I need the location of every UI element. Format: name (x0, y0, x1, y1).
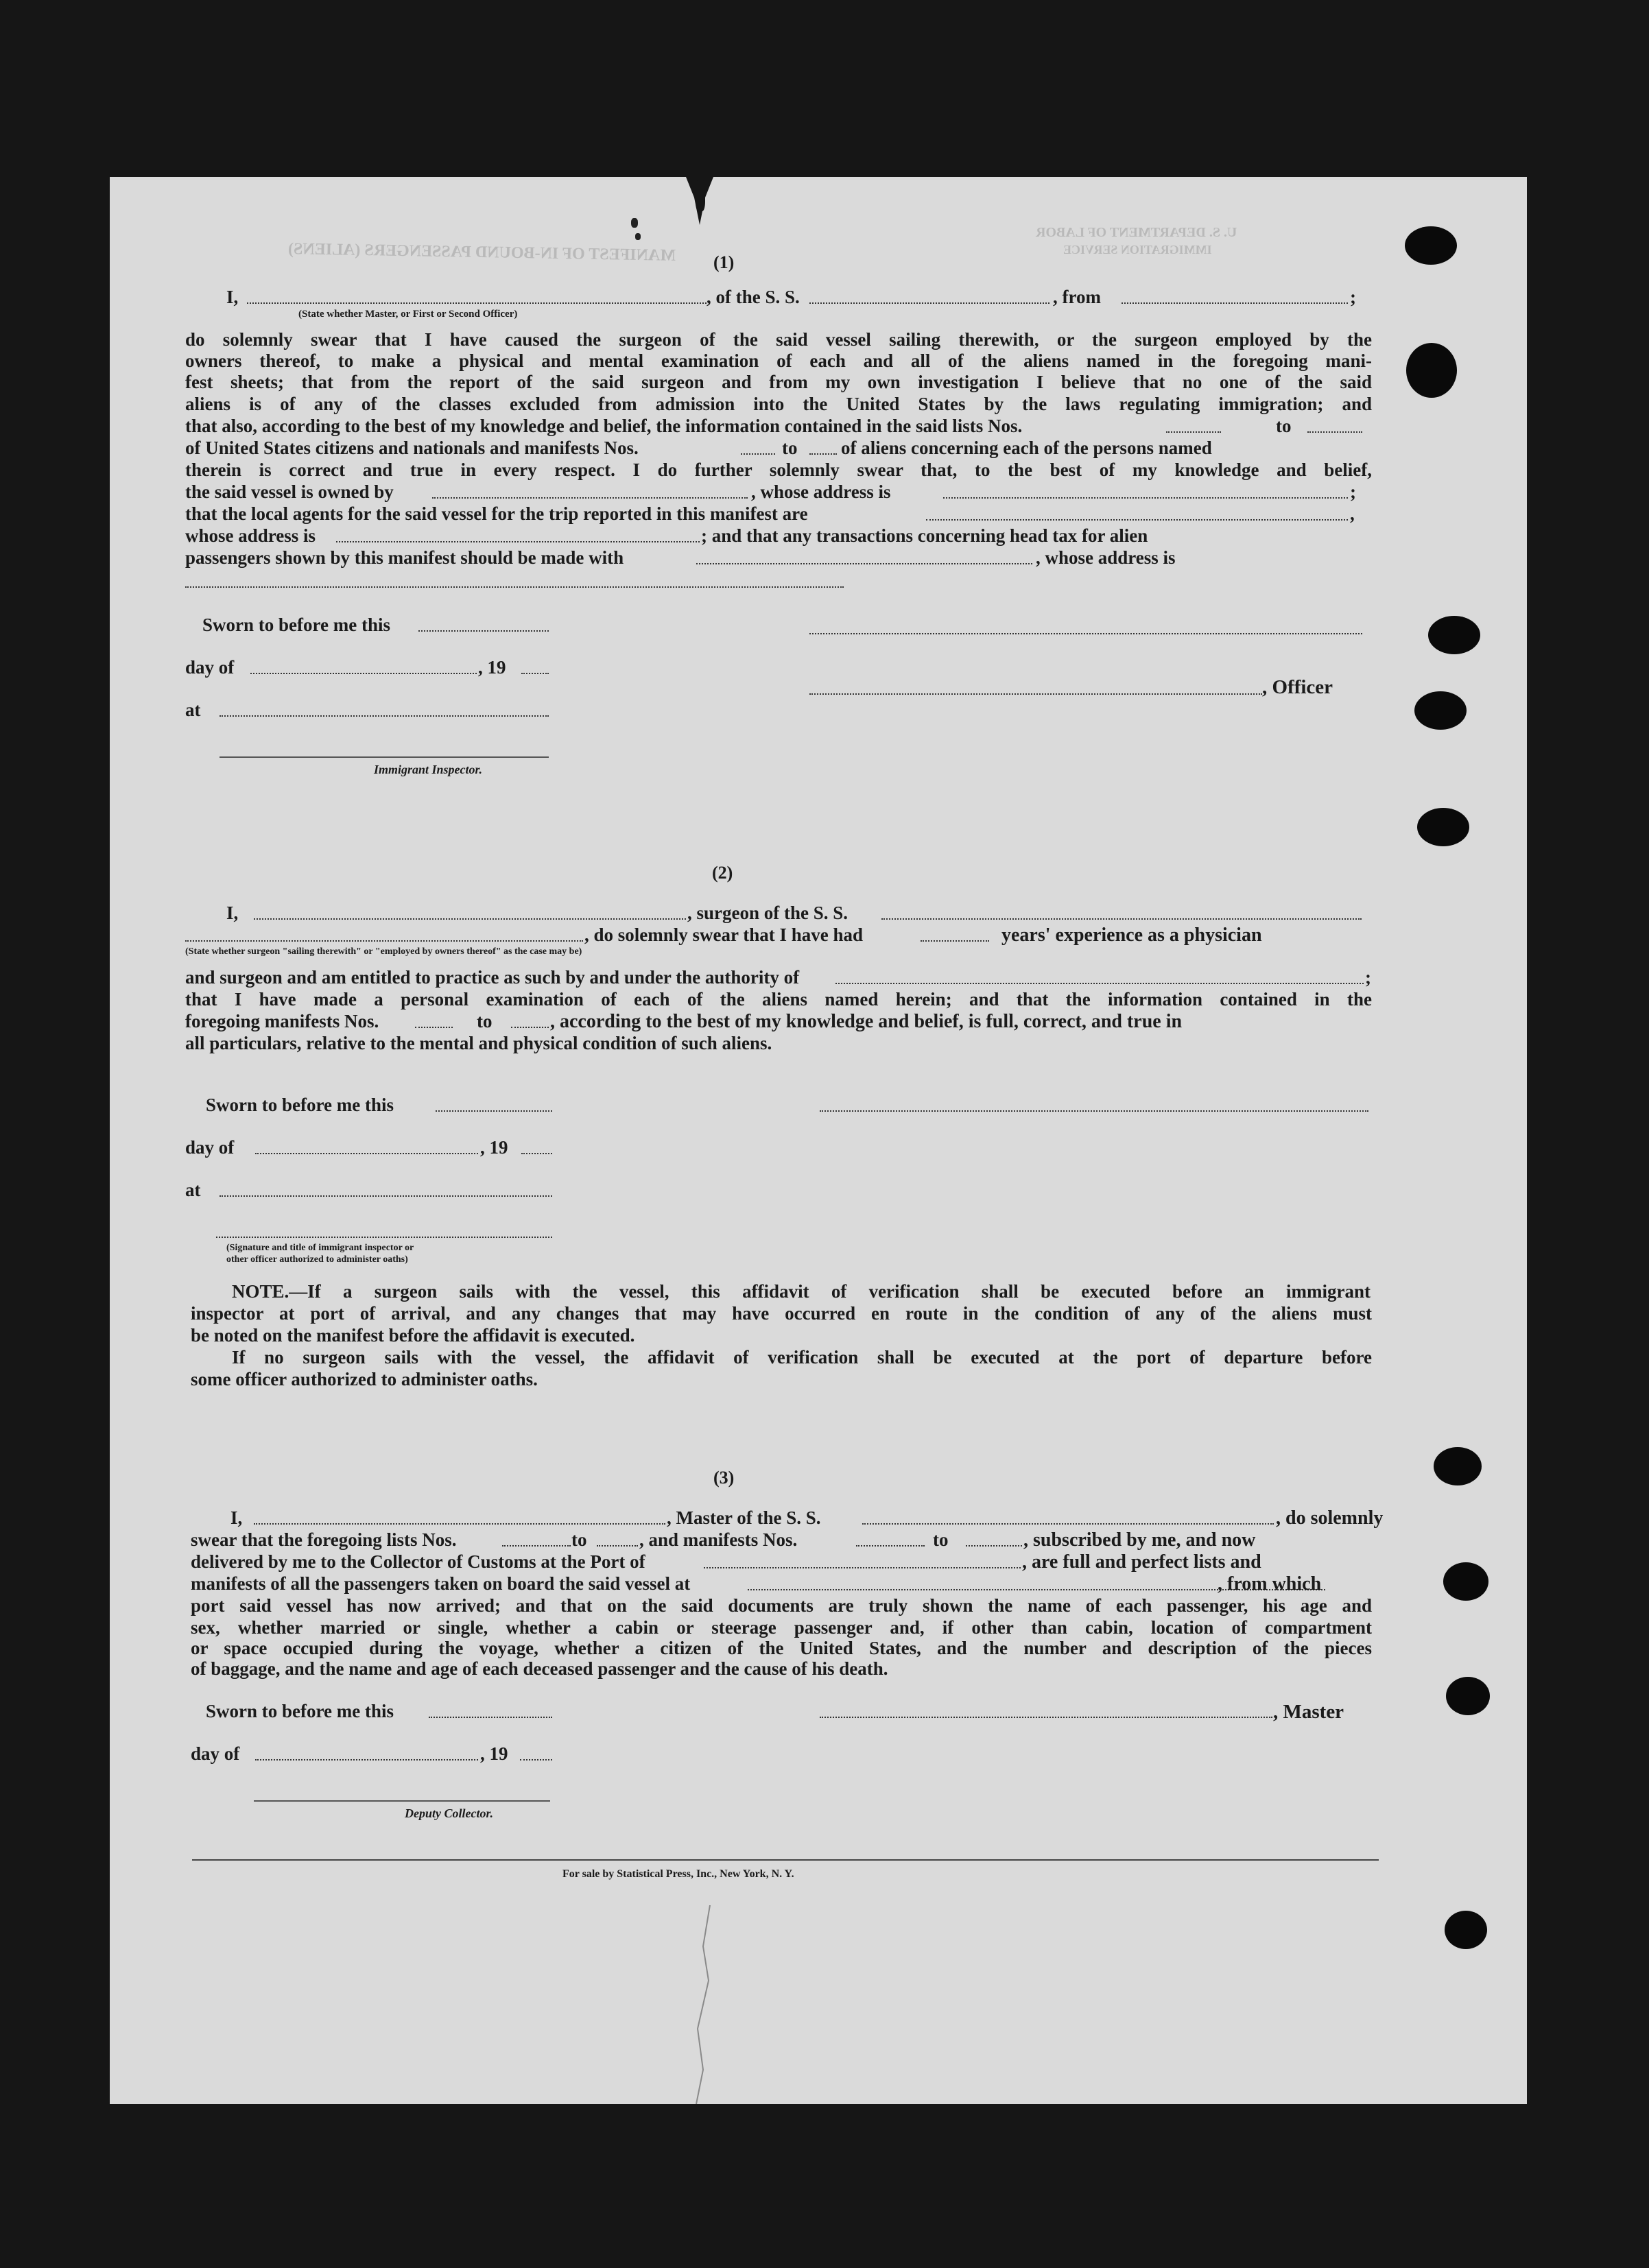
s2-year-field[interactable] (521, 1152, 552, 1154)
s1-line1-i: I, (226, 287, 239, 307)
s3-dayof-label: day of (191, 1743, 240, 1764)
s2-line2-swear: , do solemnly swear that I have had (584, 924, 864, 945)
s1-line9-end: ; (1350, 481, 1356, 502)
s2-vessel-field[interactable] (881, 918, 1362, 920)
footer-imprint: For sale by Statistical Press, Inc., New York, N. Y. (562, 1868, 794, 1880)
s2-sworn-field[interactable] (436, 1110, 552, 1112)
s1-line9-address: , whose address is (751, 481, 891, 502)
s3-line2-to: to (571, 1529, 587, 1550)
s1-line1-from: , from (1053, 287, 1101, 307)
s1-lists-to-field[interactable] (1307, 431, 1362, 433)
s3-lists-to-field[interactable] (597, 1544, 638, 1547)
punch-hole (1406, 343, 1457, 398)
s2-sworn-label: Sworn to before me this (206, 1095, 394, 1115)
s1-agents-field[interactable] (926, 518, 1348, 521)
punch-hole (1405, 226, 1457, 265)
s2-note2-line-1: If no surgeon sails with the vessel, the affidavit of verification shall be executed at the port of departure before (232, 1347, 1372, 1368)
s1-manifests-from-field[interactable] (741, 453, 775, 455)
s2-note-line-3: be noted on the manifest before the affidavit is executed. (191, 1325, 635, 1346)
s1-manifests-to-field[interactable] (809, 453, 837, 455)
s3-master-label: , Master (1273, 1701, 1344, 1723)
s1-year-label: , 19 (478, 657, 506, 678)
s2-years-field[interactable] (921, 940, 989, 942)
s3-line2-lists: swear that the foregoing lists Nos. (191, 1529, 457, 1550)
s1-inspector-label: Immigrant Inspector. (374, 763, 483, 776)
s1-body-line-1: do solemnly swear that I have caused the surgeon of the said vessel sailing therewith, or the surgeon employed by the (185, 329, 1372, 350)
s2-note-line-2: inspector at port of arrival, and any changes that may have occurred en route in the condition of any of the aliens must (191, 1303, 1372, 1324)
s3-line2-to2: to (933, 1529, 949, 1550)
s1-headtax-address-field[interactable] (185, 586, 844, 588)
footer-rule (192, 1859, 1379, 1861)
s3-year-field[interactable] (520, 1758, 552, 1760)
s1-line6-text: that also, according to the best of my knowledge and belief, the information contained in the said lists Nos. (185, 416, 1023, 436)
s1-lists-from-field[interactable] (1166, 431, 1221, 433)
punch-hole (1443, 1562, 1488, 1601)
s3-body-line-6: sex, whether married or single, whether a cabin or steerage passenger and, if other than cabin, location of compartment (191, 1617, 1372, 1638)
s2-signature-hint-2: other officer authorized to administer oaths) (226, 1254, 408, 1265)
s2-signature-line[interactable] (216, 1236, 552, 1238)
s1-dayof-label: day of (185, 657, 235, 678)
s3-port-field[interactable] (704, 1566, 1021, 1568)
s1-officer-rank-field[interactable] (247, 302, 707, 304)
punch-hole (1445, 1911, 1487, 1949)
page-stamp-number: 685 (1443, 2022, 1473, 2068)
paper-tear (683, 1905, 724, 2104)
section-3-number: (3) (713, 1468, 735, 1488)
s2-day-field[interactable] (255, 1152, 478, 1154)
ink-spot (631, 218, 638, 228)
s1-body-line-2: owners thereof, to make a physical and mental examination of each and all of the aliens named in the foregoing mani- (185, 350, 1372, 371)
punch-hole (1434, 1447, 1482, 1485)
s2-manifests-from-field[interactable] (415, 1026, 453, 1028)
s1-line10-end: , (1350, 503, 1355, 524)
s1-agents-address-field[interactable] (336, 540, 700, 542)
s1-headtax-field[interactable] (696, 562, 1032, 564)
s1-line10-agents: that the local agents for the said vessel for the trip reported in this manifest are (185, 503, 808, 524)
s3-day-field[interactable] (255, 1758, 478, 1760)
s2-status-hint: (State whether surgeon "sailing therewith" or "employed by owners thereof" as the case may be) (185, 946, 582, 957)
s2-line2-physician: years' experience as a physician (1001, 924, 1262, 946)
punch-hole (1446, 1677, 1490, 1715)
s1-officer-label: , Officer (1262, 676, 1333, 698)
section-2-number: (2) (712, 863, 733, 883)
s1-year-field[interactable] (521, 672, 549, 674)
s2-at-field[interactable] (220, 1195, 552, 1197)
s1-vessel-field[interactable] (809, 302, 1049, 304)
s1-line6-to: to (1276, 416, 1292, 436)
s1-body-line-3: fest sheets; that from the report of the said surgeon and from my own investigation I believe that no one of the said (185, 372, 1372, 392)
s1-body-line-4: aliens is of any of the classes excluded from admission into the United States by the laws regulating immigration; and (185, 394, 1372, 414)
s1-line11-address: whose address is (185, 525, 316, 546)
punch-hole (1414, 691, 1467, 730)
s2-year-label: , 19 (480, 1137, 508, 1158)
s3-line4-manifests: manifests of all the passengers taken on board the said vessel at (191, 1573, 691, 1594)
s1-owner-field[interactable] (432, 497, 748, 499)
s2-signature-hint-1: (Signature and title of immigrant inspector or (226, 1243, 414, 1253)
bleed-through-office: U. S. DEPARTMENT OF LABOR (1036, 225, 1237, 240)
s1-officer-signature-field[interactable] (809, 693, 1262, 695)
s1-from-field[interactable] (1122, 302, 1348, 304)
s1-line1-of: , of the S. S. (707, 287, 800, 307)
s1-owner-address-field[interactable] (943, 497, 1348, 499)
s3-collector-label: Deputy Collector. (405, 1806, 493, 1820)
punch-hole (1417, 808, 1469, 846)
s3-line1-i: I, (230, 1507, 243, 1528)
s2-line5-to: to (477, 1011, 493, 1031)
s1-line11-rest: ; and that any transactions concerning head tax for alien (701, 525, 1148, 546)
s1-line7-rest: of aliens concerning each of the persons named (841, 438, 1212, 458)
s2-dayof-label: day of (185, 1137, 235, 1158)
s1-signature-field[interactable] (809, 632, 1362, 634)
s2-line1-surgeon-of: , surgeon of the S. S. (687, 903, 849, 923)
s1-sworn-label: Sworn to before me this (202, 614, 390, 635)
s1-body-line-8: therein is correct and true in every respect. I do further solemnly swear that, to the best of my knowledge and belief, (185, 459, 1372, 480)
manifest-back-page (110, 177, 1527, 2104)
s1-day-field[interactable] (250, 672, 477, 674)
s1-officer-rank-hint: (State whether Master, or First or Second Officer) (298, 309, 518, 320)
s1-line7-text: of United States citizens and nationals and manifests Nos. (185, 438, 639, 458)
s2-note-line-1: NOTE.—If a surgeon sails with the vessel, this affidavit of verification shall be executed before an immigrant (232, 1281, 1371, 1302)
s3-manifests-to-field[interactable] (966, 1544, 1022, 1547)
s3-line2-manifests: , and manifests Nos. (639, 1529, 798, 1550)
s1-at-field[interactable] (220, 715, 549, 717)
s3-year-label: , 19 (480, 1743, 508, 1764)
s1-inspector-signature-line[interactable] (220, 756, 549, 758)
s2-surgeon-status-field[interactable] (185, 940, 583, 942)
section-1-number: (1) (713, 252, 735, 272)
bleed-through-title: MANIFEST OF IN-BOUND PASSENGERS (ALIENS) (287, 240, 676, 265)
s3-collector-signature-line[interactable] (254, 1800, 550, 1802)
s2-manifests-to-field[interactable] (511, 1026, 549, 1028)
bleed-through-office-2: IMMIGRATION SERVICE (1063, 243, 1212, 256)
s3-lists-from-field[interactable] (502, 1544, 571, 1547)
s2-at-label: at (185, 1180, 201, 1200)
s2-body-line-4: that I have made a personal examination of each of the aliens named herein; and that the information contained in the (185, 989, 1372, 1010)
s3-line2-subscribed: , subscribed by me, and now (1023, 1529, 1256, 1551)
s2-line5-rest: , according to the best of my knowledge and belief, is full, correct, and true in (550, 1011, 1183, 1032)
s3-sworn-label: Sworn to before me this (206, 1701, 394, 1721)
ink-spot (635, 233, 641, 240)
s3-master-signature-field[interactable] (820, 1716, 1272, 1718)
s3-line3-delivered: delivered by me to the Collector of Customs at the Port of (191, 1551, 645, 1572)
s3-line4-from-which: , from which (1218, 1573, 1322, 1595)
ink-spot (696, 180, 705, 211)
s2-surgeon-signature-field[interactable] (820, 1110, 1368, 1112)
s2-line1-i: I, (226, 903, 239, 923)
s2-surgeon-name-field[interactable] (254, 918, 686, 920)
s3-line1-master: , Master of the S. S. (667, 1507, 821, 1528)
s2-authority-field[interactable] (835, 982, 1364, 984)
punch-hole (1428, 616, 1480, 654)
s2-line3-authority: and surgeon and am entitled to practice as such by and under the authority of (185, 967, 800, 988)
s1-at-label: at (185, 700, 201, 720)
s2-line5-manifests: foregoing manifests Nos. (185, 1011, 379, 1031)
s1-line12-passengers: passengers shown by this manifest should be made with (185, 547, 624, 568)
s2-note2-line-2: some officer authorized to administer oaths. (191, 1369, 538, 1389)
s3-body-line-7: or space occupied during the voyage, whether a citizen of the United States, and the number and description of the pieces (191, 1638, 1372, 1658)
s3-body-line-8: of baggage, and the name and age of each deceased passenger and the cause of his death. (191, 1658, 888, 1679)
s3-body-line-5: port said vessel has now arrived; and that on the said documents are truly shown the name of each passenger, his age and (191, 1595, 1372, 1616)
s1-sworn-field[interactable] (418, 630, 549, 632)
s3-manifests-from-field[interactable] (856, 1544, 925, 1547)
s3-sworn-field[interactable] (429, 1716, 552, 1718)
s1-line7-to: to (782, 438, 798, 458)
s3-master-name-field[interactable] (254, 1523, 665, 1525)
s3-line1-solemnly: , do solemnly (1276, 1507, 1384, 1529)
s3-line3-lists: , are full and perfect lists and (1022, 1551, 1261, 1573)
s3-vessel-field[interactable] (862, 1523, 1274, 1525)
s1-line9-owned: the said vessel is owned by (185, 481, 394, 502)
s1-line12-address: , whose address is (1036, 547, 1176, 568)
s2-body-line-6: all particulars, relative to the mental and physical condition of such aliens. (185, 1033, 772, 1053)
s1-line1-end: ; (1350, 287, 1356, 307)
s2-line3-end: ; (1365, 967, 1371, 988)
